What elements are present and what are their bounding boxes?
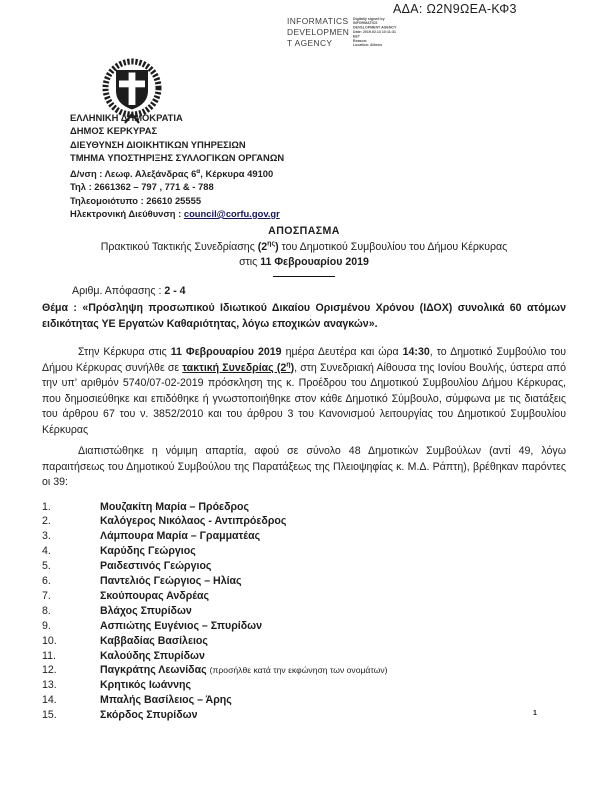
ada-code: ΑΔΑ: Ω2Ν9ΩΕΑ-ΚΦ3	[393, 2, 517, 16]
attendee-row	[42, 634, 566, 649]
attendee-row	[42, 514, 566, 529]
attendee-name: Μουζακίτη Μαρία – Πρόεδρος	[100, 500, 250, 513]
extract-heading: ΑΠΟΣΠΑΣΜΑ	[268, 225, 340, 237]
attendee-row	[42, 559, 566, 574]
letterhead-municipality: ΔΗΜΟΣ ΚΕΡΚΥΡΑΣ	[70, 125, 158, 137]
attendee-row	[42, 544, 566, 559]
subject-paragraph	[42, 301, 566, 332]
document-body	[42, 224, 566, 723]
signature-agency-text	[287, 16, 349, 73]
attendee-number: 4.	[42, 545, 51, 558]
attendee-number: 7.	[42, 589, 51, 602]
email-link[interactable]: council@corfu.gov.gr	[183, 207, 280, 219]
signature-detail-line: Digitally signed by	[353, 17, 385, 21]
signature-detail-line: INFORMATICS	[353, 21, 378, 26]
attendee-name: Καββαδίας Βασίλειος	[100, 634, 208, 647]
attendee-number: 13.	[42, 679, 57, 692]
signature-detail-line: DEVELOPMENT AGENCY	[353, 25, 397, 30]
attendee-name: Παντελιός Γεώργιος – Ηλίας	[100, 575, 242, 588]
attendee-name: Μπαλής Βασίλειος – Άρης	[100, 694, 232, 707]
underlined-session-ref: τακτική Συνεδρίας $(2^\eta)$	[182, 360, 295, 374]
attendee-row	[42, 604, 566, 619]
signature-detail-line: Location: Athens	[353, 43, 383, 48]
attendee-number: 10.	[42, 634, 57, 647]
attendee-number: 14.	[42, 694, 57, 707]
subject-label: Θέμα :	[42, 302, 83, 314]
attendee-row	[42, 619, 566, 634]
attendee-row	[42, 663, 566, 678]
attendee-name: Βλάχος Σπυρίδων	[100, 604, 192, 617]
session-date-line: στις 11 Φεβρουαρίου 2019	[239, 256, 369, 268]
body-paragraph-1: Στην Κέρκυρα στις 11 Φεβρουαρίου 2019 ημέρα Δευτέρα και ώρα 14:30, το Δημοτικό Συμβούλιο του Δήμου Κέρκυρας συνήλθε σε τακτική Συνεδρίας $(2^\eta)$, στη Συνεδριακή Αίθουσα της Ιονίου Βουλής, ύστερα από την υπ’ αριθμόν 5740/07-02-2019 πρόσκληση της κ. Προέδρου του Δημοτικού Συμβουλίου Δήμου Κέρκυρας, που δημοσιεύθηκε και επιδόθηκε ή γνωστοποιήθηκε στον κάθε Δημοτικό Σύμβουλο, σύμφωνα με τις διατάξεις του άρθρου 67 του ν. 3852/2010 και του άρθρου 3 του Κανονισμού λειτουργίας του Δημοτικού Συμβουλίου Κέρκυρας	[42, 346, 567, 436]
attendee-row	[42, 649, 566, 664]
attendee-number: 3.	[42, 530, 51, 543]
session-title-line: Πρακτικού Τακτικής Συνεδρίασης $(2^{\eta\varsigma})$ του Δημοτικού Συμβουλίου του Δήμου Κέρκυρας	[100, 239, 508, 253]
email-label: Ηλεκτρονική Διεύθυνση :	[70, 207, 184, 219]
digital-signature-stamp	[287, 16, 432, 73]
signature-details-text	[353, 17, 396, 48]
letterhead-fax: Τηλεομοιότυπο : 26610 25555	[70, 194, 202, 206]
attendee-name: Καρύδης Γεώργιος	[100, 545, 196, 558]
attendee-row	[42, 574, 566, 589]
attendee-name: Σκούπουρας Ανδρέας	[100, 589, 210, 602]
attendee-number: 2.	[42, 515, 51, 528]
attendee-row	[42, 589, 566, 604]
attendee-row	[42, 529, 566, 544]
attendee-name: Λάμπουρα Μαρία – Γραμματέας	[100, 530, 261, 543]
attendee-number: 11.	[42, 649, 56, 662]
letterhead-phone: Τηλ : 2661362 – 797 , 771 & - 788	[70, 181, 214, 193]
attendee-number: 9.	[42, 619, 51, 632]
letterhead-directorate: ΔΙΕΥΘΥΝΣΗ ΔΙΟΙΚΗΤΙΚΩΝ ΥΠΗΡΕΣΙΩΝ	[70, 138, 246, 150]
attendee-row	[42, 678, 566, 693]
decision-number-label: Αριθμ. Απόφασης :	[72, 284, 165, 297]
letterhead-email-line	[70, 207, 284, 220]
signature-agency-line: T AGENCY	[287, 38, 333, 48]
attendee-name: Καλόγερος Νικόλαος - Αντιπρόεδρος	[100, 515, 287, 528]
signature-detail-line: EET	[353, 34, 361, 39]
signature-agency-line: INFORMATICS	[287, 16, 349, 26]
attendee-row	[42, 708, 566, 723]
divider-rule	[273, 276, 335, 277]
attendee-row	[42, 693, 566, 708]
attendee-name: Σκόρδος Σπυρίδων	[100, 709, 198, 722]
attendee-number: 6.	[42, 575, 51, 588]
attendee-name: Κρητικός Ιωάννης	[100, 679, 191, 692]
attendee-note: (προσήλθε κατά την εκφώνηση των ονομάτων)	[209, 665, 388, 676]
session-date: 11 Φεβρουαρίου 2019	[260, 256, 369, 268]
page-number: 1	[533, 710, 537, 717]
signature-agency-line: DEVELOPMEN	[287, 27, 350, 37]
attendee-number: 15.	[42, 709, 57, 722]
attendee-name: Ραιδεστινός Γεώργιος	[100, 560, 212, 573]
session-ordinal-superscript: ης	[267, 239, 276, 247]
body-paragraph-2: Διαπιστώθηκε η νόμιμη απαρτία, αφού σε σύνολο 48 Δημοτικών Συμβούλων (αντί 49, λόγω παραιτήσεως του Δημοτικού Συμβούλου της Παρατάξεως της Πλειοψηφίας κ. Μ.Δ. Ράπτη), βρέθηκαν παρόντες οι 39:	[42, 445, 566, 488]
signature-detail-line: Date: 2019.02.13 10:11:31	[353, 30, 397, 35]
letterhead-address: Δ/νση : Λεωφ. Αλεξάνδρας $6^\alpha$, Κέρκυρα 49100	[70, 167, 274, 179]
address-superscript: α	[196, 167, 201, 175]
attendee-number: 8.	[42, 604, 51, 617]
attendee-name: Ασπιώτης Ευγένιος – Σπυρίδων	[100, 619, 262, 632]
letterhead	[70, 111, 284, 220]
decision-number-line	[72, 284, 566, 300]
attendee-number: 5.	[42, 560, 51, 573]
attendee-number: 1.	[42, 500, 51, 513]
attendee-number: 12.	[42, 664, 57, 677]
attendee-list	[42, 500, 566, 724]
decision-number-value: 2 - 4	[164, 284, 186, 297]
letterhead-republic: ΕΛΛΗΝΙΚΗ ΔΗΜΟΚΡΑΤΙΑ	[70, 112, 183, 123]
attendee-name: Παγκράτης Λεωνίδας	[100, 664, 207, 677]
signature-detail-line: Reason:	[353, 39, 368, 43]
attendee-name: Καλούδης Σπυρίδων	[100, 649, 205, 662]
attendee-row	[42, 500, 566, 515]
subject-text: «Πρόσληψη προσωπικού Ιδιωτικού Δικαίου Ορισμένου Χρόνου (ΙΔΟΧ) συνολικά 60 ατόμων ειδικότητας ΥΕ Εργατών Καθαριότητας, λόγω εποχικών αναγκών».	[42, 302, 566, 330]
letterhead-department: ΤΜΗΜΑ ΥΠΟΣΤΗΡΙΞΗΣ ΣΥΛΛΟΓΙΚΩΝ ΟΡΓΑΝΩΝ	[70, 152, 285, 164]
